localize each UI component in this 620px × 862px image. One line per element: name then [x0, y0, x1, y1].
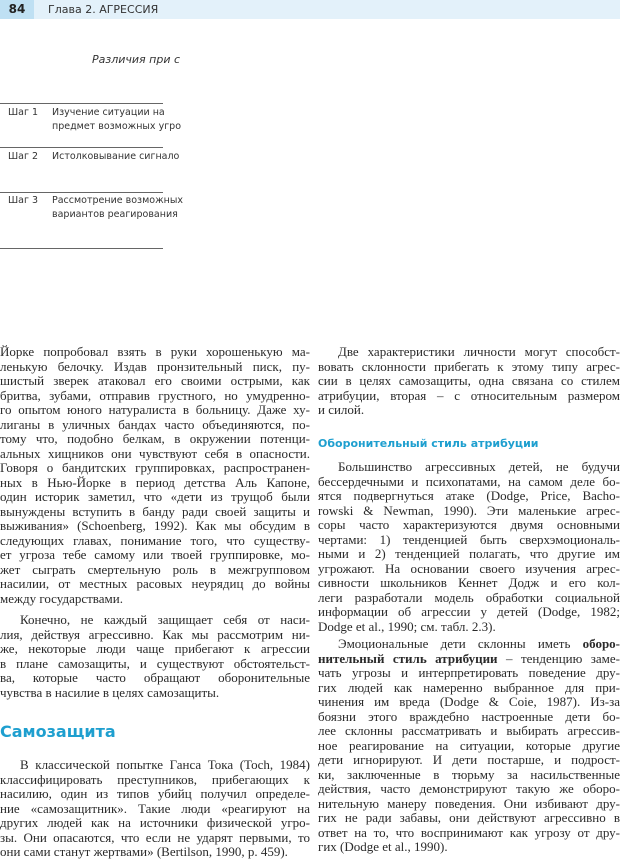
text-line: ленькую белочку. Издав пронзительный писк, пу- — [0, 358, 310, 374]
text-line: гих (Dodge et al., 1990). — [318, 839, 448, 854]
text-line: боязни этого враждебно настроенные дети бо- — [318, 708, 620, 724]
text-line: Говоря о бандитских группировках, распространен- — [0, 460, 310, 475]
desc-line: Изучение ситуации на — [52, 107, 165, 118]
text-line: чертами: 1) тенденцией быть сверхэмоциональ- — [318, 531, 620, 547]
table-rule — [0, 147, 163, 148]
text-run: Эмоциональные дети склонны иметь — [338, 636, 583, 651]
table-title: Различия при с — [92, 53, 181, 66]
text-line: действия, часто демонстрируют такую же оборо- — [318, 781, 620, 796]
text-line: ответ на то, что воспринимают как угрозу от дру- — [318, 824, 620, 840]
left-para-3 — [0, 758, 310, 860]
text-line: шистый зверек атаковал его своими острыми, как — [0, 373, 310, 388]
subsection-heading: Оборонительный стиль атрибуции — [318, 437, 539, 450]
table-step-desc — [52, 194, 183, 222]
text-line: чинения им вреда (Dodge & Coie, 1987). Из-за — [318, 694, 620, 709]
table-step-desc — [52, 106, 182, 134]
text-line: и силой. — [318, 402, 365, 417]
table-rule — [0, 192, 163, 193]
table-step-desc — [52, 150, 180, 164]
text-line: бритва, зубами, отправив грустного, но умудренно- — [0, 387, 310, 403]
desc-line: Рассмотрение возможных — [52, 195, 183, 206]
text-line: сивности школьников Кеннет Додж и его кол- — [318, 575, 620, 590]
text-line: лиганы в уличных бандах часто объединяются, по- — [0, 416, 310, 432]
text-line: ных в Нью-Йорке в период детства Аль Капоне, — [0, 474, 310, 490]
text-line: они сами станут жертвами» (Bertilson, 1990, p. 459). — [0, 844, 288, 859]
text-line: ными и 2) тенденцией полагать, что другие им — [318, 546, 620, 561]
text-line: атрибуции, вторая – с относительным размером — [318, 387, 620, 403]
text-line: rowski & Newman, 1990). Эти маленькие агрес- — [318, 502, 620, 518]
text-line: гих людей как намеренно выбранное для при- — [318, 679, 620, 695]
text-line: лия, действуя агрессивно. Как мы рассмотрим ни- — [0, 626, 310, 642]
right-para-1 — [318, 345, 620, 418]
left-para-2 — [0, 613, 310, 700]
text-line: ятся подвергнуться атаке (Dodge, Price, Bacho- — [318, 488, 620, 503]
text-line: соры часто характеризуются двумя основными — [318, 517, 620, 532]
chapter-title: Глава 2. АГРЕССИЯ — [48, 3, 159, 16]
right-para-3-rest — [318, 666, 620, 855]
text-line: гих не ради забавы, они действуют агрессивно в — [318, 810, 620, 825]
text-line: зы. Они опасаются, что если не ударят первыми, то — [0, 829, 310, 845]
text-line: насилию, один из типов убийц получил определе- — [0, 786, 310, 801]
text-line: же, некоторые люди чаще прибегают к агрессии — [0, 641, 310, 656]
text-line: ва, которые часто обращают оборонительные — [0, 670, 310, 685]
left-para-1 — [0, 345, 310, 606]
text-line: го опытом юного натуралиста в больницу. Даже ху- — [0, 402, 310, 417]
table-step-label: Шаг 3 — [8, 195, 39, 206]
text-line: леги разработали модель обработки социальной — [318, 589, 620, 605]
text-line: в плане самозащиты, и существуют обстоятельст- — [0, 655, 310, 671]
text-line: ние «самозащитник». Такие люди «реагируют на — [0, 800, 310, 816]
text-line: классифицировать преступников, прибегающих к — [0, 771, 310, 787]
text-line — [318, 637, 620, 652]
text-line: следующих главах, понимание того, что существу- — [0, 532, 310, 548]
text-line: бессердечными и психопатами, на самом деле бо- — [318, 473, 620, 489]
table-step-label: Шаг 2 — [8, 151, 39, 162]
text-line: чувства в насилие в целях самозащиты. — [0, 684, 220, 700]
text-line: Конечно, не каждый защищает себя от наси- — [20, 612, 310, 627]
text-line: чать угрозы и интерпретировать поведение дру- — [318, 665, 620, 680]
table-rule — [0, 248, 163, 249]
page-number: 84 — [0, 0, 34, 19]
running-header — [0, 0, 620, 19]
section-heading: Самозащита — [0, 722, 116, 741]
desc-line: вариантов реагирования — [52, 209, 178, 220]
text-line: сии в целях самозащиты, одна связана со стилем — [318, 373, 620, 388]
text-line: Две характеристики личности могут способст- — [338, 344, 620, 359]
text-line: вовать склонности прибегать к этому типу агрес- — [318, 358, 620, 374]
text-line: дети игнорируют. И дети постарше, и подрост- — [318, 752, 620, 767]
text-line: один историк заметил, что «дети из трущоб были — [0, 489, 310, 504]
text-line: выживания» (Schoenberg, 1992). Как мы обсудим в — [0, 518, 310, 533]
text-line: Йорке попробовал взять в руки хорошенькую ма- — [0, 344, 310, 359]
text-line: насилии, от местных расовых неурядиц до войны — [0, 576, 310, 591]
text-line: В классической попытке Ганса Тока (Toch, 1984) — [20, 757, 310, 772]
text-line: других людей как на источники физической угро- — [0, 815, 310, 830]
term-bold: оборо- — [582, 636, 620, 651]
text-line: угрожают. На основании своего изучения агрес- — [318, 560, 620, 576]
text-line: ное реагирование на ситуации, которые другие — [318, 737, 620, 753]
text-line: ет угроза тебе самому или твоей группировке, мо- — [0, 547, 310, 562]
text-line: нительную манеру поведения. Они избивают дру- — [318, 795, 620, 811]
text-line — [318, 652, 620, 667]
right-para-2 — [318, 460, 620, 634]
text-line: Большинство агрессивных детей, не будучи — [338, 459, 620, 474]
table-rule — [0, 103, 163, 104]
text-run: – тенденцию заме- — [497, 650, 620, 666]
text-line: Dodge et al., 1990; см. табл. 2.3). — [318, 618, 496, 634]
text-line: ки, заключенные в тюрьму за насильственные — [318, 766, 620, 782]
text-line: лее склонны рассматривать и выбирать агрессив- — [318, 723, 620, 738]
desc-line: предмет возможных угро — [52, 121, 182, 132]
text-line: жет сыграть смертельную роль в межгрупповом — [0, 561, 310, 577]
right-para-3 — [318, 637, 620, 855]
table-step-label: Шаг 1 — [8, 107, 39, 118]
text-line: вынуждены вступить в банду ради своей защиты и — [0, 503, 310, 519]
text-line: тому что, подобно белкам, в окружении потенци- — [0, 431, 310, 446]
desc-line: Истолковывание сигнало — [52, 151, 180, 162]
text-line: альных хищников они чувствуют себя в опасности. — [0, 445, 310, 461]
text-line: информации об агрессии у детей (Dodge, 1982; — [318, 604, 620, 619]
text-line: между государствами. — [0, 590, 123, 606]
term-bold: нительный стиль атрибуции — [318, 650, 498, 666]
